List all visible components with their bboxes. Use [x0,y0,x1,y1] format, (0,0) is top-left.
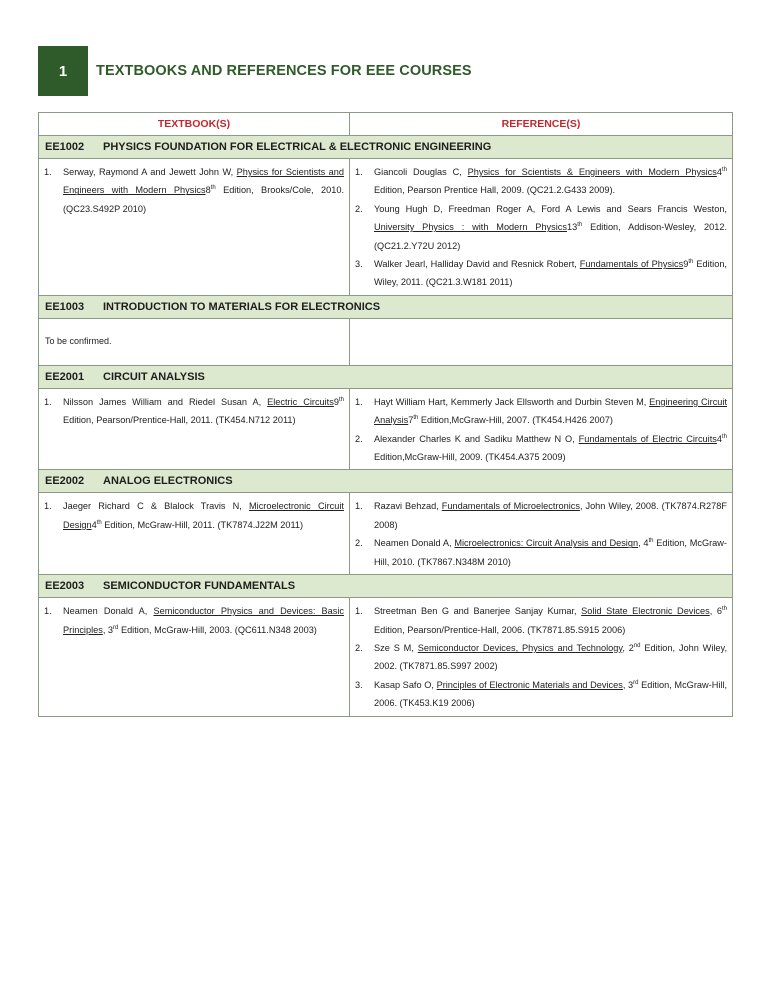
citation-title: Physics for Scientists and Engineers with Modern Physics [63,167,344,196]
citation-publisher: Edition, Pearson/Prentice-Hall, 2011. (TK454.N712 2011) [63,415,296,426]
course-row [39,295,733,318]
course-code: EE2001 [45,370,85,383]
citation-publisher: Edition, McGraw-Hill, 2006. (TK453.K19 2006) [374,679,728,709]
item-number: 1. [44,167,52,177]
edition-suffix: th [413,415,419,422]
course-code: EE2002 [45,475,85,488]
citation-authors: Nilsson James William and Riedel Susan A, [63,396,268,407]
course-heading [39,365,733,388]
section-header [38,46,728,96]
textbook-list [39,598,349,642]
citation-item [44,602,344,639]
textbook-list [39,389,349,433]
course-row [39,136,733,159]
textbooks-cell [39,318,350,365]
citation-title: Microelectronic Circuit Design [63,501,344,530]
item-number: 1. [355,396,363,407]
edition-suffix: th [688,258,694,265]
citation-item [44,393,344,430]
item-number: 1. [44,501,52,512]
citation-item [44,163,344,218]
item-number: 3. [355,679,363,690]
references-cell [350,493,733,575]
citation-item [355,255,727,292]
citation-publisher: Edition, Pearson Prentice Hall, 2009. (QC21.2.G433 2009). [374,185,616,196]
course-name: PHYSICS FOUNDATION FOR ELECTRICAL & ELECTRONIC ENGINEERING [103,141,492,153]
citation-title: Fundamentals of Microelectronics [441,501,580,512]
citation-authors: Hayt William Hart, Kemmerly Jack Ellsworth and Durbin Steven M, [374,396,650,407]
item-number: 1. [44,606,52,617]
course-books-row [39,598,733,716]
edition-suffix: rd [113,624,119,631]
citation-edition: , 3 [622,679,634,690]
course-row [39,575,733,598]
references-cell [350,159,733,296]
citation-edition: , 3 [102,624,114,635]
section-number: 1 [38,46,88,96]
citation-authors: Neamen Donald A, [63,606,154,617]
references-cell [350,318,733,365]
item-number: 2. [355,203,363,214]
references-cell [350,598,733,716]
textbooks-cell [39,388,350,470]
citation-authors: Walker Jearl, Halliday David and Resnick Robert, [374,259,580,270]
citation-edition: , 2 [622,642,634,653]
edition-suffix: th [96,519,102,526]
citation-edition: , 6 [709,606,722,617]
section-title: TEXTBOOKS AND REFERENCES FOR EEE COURSES [96,63,472,79]
item-number: 1. [355,501,363,512]
course-books-row [39,318,733,365]
citation-edition: , 4 [638,538,649,549]
citation-item [355,393,727,430]
item-number: 2. [355,538,363,549]
course-name: INTRODUCTION TO MATERIALS FOR ELECTRONICS [103,300,381,313]
citation-authors: Sze S M, [374,642,418,653]
citation-edition: 9 [333,396,339,407]
citation-title: Semiconductor Devices, Physics and Technology [417,642,623,653]
textbooks-header: TEXTBOOK(S) [39,113,350,136]
citation-item [355,163,727,200]
citation-title: Microelectronics: Circuit Analysis and Design [454,538,639,549]
citation-edition: 8 [205,185,211,196]
citation-publisher: Edition, Addison-Wesley, 2012. (QC21.2.Y72U 2012) [374,222,727,251]
course-name: SEMICONDUCTOR FUNDAMENTALS [103,580,296,593]
citation-edition: 4 [716,433,722,444]
course-heading [39,470,733,493]
references-header: REFERENCE(S) [350,113,733,136]
course-references-table [38,112,733,717]
citation-item [355,200,727,255]
item-number: 1. [355,167,363,177]
reference-list [350,159,732,295]
citation-title: Semiconductor Physics and Devices: Basic Principles [63,606,344,635]
textbooks-cell [39,493,350,575]
table-header-row [39,113,733,136]
course-row [39,365,733,388]
citation-item [355,602,727,639]
edition-suffix: nd [633,642,641,649]
item-number: 2. [355,642,363,653]
citation-publisher: Edition, Brooks/Cole, 2010. (QC23.S492P 2010) [63,185,344,214]
edition-suffix: rd [633,679,639,686]
citation-edition: 4 [91,519,97,530]
citation-authors: Young Hugh D, Freedman Roger A, Ford A Lewis and Sears Francis Weston, [374,203,727,214]
course-books-row [39,493,733,575]
reference-list [350,598,732,715]
citation-authors: Serway, Raymond A and Jewett John W, [63,167,237,177]
course-heading [39,295,733,318]
citation-authors: Razavi Behzad, [374,501,442,512]
course-code: EE2003 [45,580,85,593]
citation-title: Physics for Scientists & Engineers with Modern Physics [467,167,717,177]
to-be-confirmed-note: To be confirmed. [45,335,112,346]
course-books-row [39,388,733,470]
course-code: EE1003 [45,300,85,313]
edition-suffix: th [721,433,727,440]
edition-suffix: th [722,166,728,173]
citation-publisher: Edition,McGraw-Hill, 2009. (TK454.A375 2009) [374,452,566,463]
citation-publisher: Edition,McGraw-Hill, 2007. (TK454.H426 2007) [418,415,613,426]
edition-suffix: th [338,396,344,403]
item-number: 1. [44,396,52,407]
textbooks-cell [39,598,350,716]
citation-authors: Neamen Donald A, [374,538,455,549]
citation-publisher: Edition, Wiley, 2011. (QC21.3.W181 2011) [374,259,727,288]
textbooks-cell [39,159,350,296]
citation-item [355,497,727,534]
citation-edition: 7 [408,415,414,426]
course-code: EE1002 [45,141,85,153]
citation-publisher: Edition, McGraw-Hill, 2011. (TK7874.J22M 2011) [101,519,304,530]
item-number: 1. [355,606,363,617]
citation-title: Electric Circuits [267,396,334,407]
course-books-row [39,159,733,296]
edition-suffix: th [577,222,583,229]
citation-authors: Giancoli Douglas C, [374,167,468,177]
course-heading [39,136,733,159]
citation-authors: Streetman Ben G and Banerjee Sanjay Kumar, [374,606,582,617]
item-number: 2. [355,433,363,444]
edition-suffix: th [721,606,727,613]
citation-edition: 9 [683,259,689,270]
citation-title: Principles of Electronic Materials and Devices [436,679,623,690]
citation-title: Fundamentals of Electric Circuits [578,433,717,444]
citation-publisher: Edition, McGraw-Hill, 2010. (TK7867.N348M 2010) [374,538,727,567]
citation-title: Solid State Electronic Devices [581,606,710,617]
item-number: 3. [355,259,363,270]
course-row [39,470,733,493]
citation-publisher: Edition, Pearson/Prentice-Hall, 2006. (TK7871.85.S915 2006) [374,624,626,635]
citation-edition: 4 [716,167,722,177]
course-name: ANALOG ELECTRONICS [103,475,233,488]
citation-item [355,534,727,571]
textbook-list [39,493,349,537]
citation-publisher: , John Wiley, 2008. (TK7874.R278F 2008) [374,501,727,530]
citation-item [355,430,727,467]
edition-suffix: th [210,185,216,192]
citation-publisher: Edition, John Wiley, 2002. (TK7871.85.S997 2002) [374,642,727,672]
citation-item [355,676,727,713]
citation-authors: Kasap Safo O, [374,679,437,690]
citation-item [355,639,727,676]
textbook-list [39,159,349,221]
references-cell [350,388,733,470]
citation-title: Fundamentals of Physics [579,259,684,270]
reference-list [350,389,732,470]
citation-title: Engineering Circuit Analysis [374,396,727,426]
citation-authors: Jaeger Richard C & Blalock Travis N, [63,501,249,512]
citation-edition: 13 [566,222,578,233]
citation-item [44,497,344,534]
citation-authors: Alexander Charles K and Sadiku Matthew N O, [374,433,579,444]
course-name: CIRCUIT ANALYSIS [103,370,205,383]
course-heading [39,575,733,598]
citation-publisher: Edition, McGraw-Hill, 2003. (QC611.N348 2003) [118,624,317,635]
reference-list [350,493,732,574]
edition-suffix: th [648,538,654,545]
citation-title: University Physics : with Modern Physics [374,222,567,233]
